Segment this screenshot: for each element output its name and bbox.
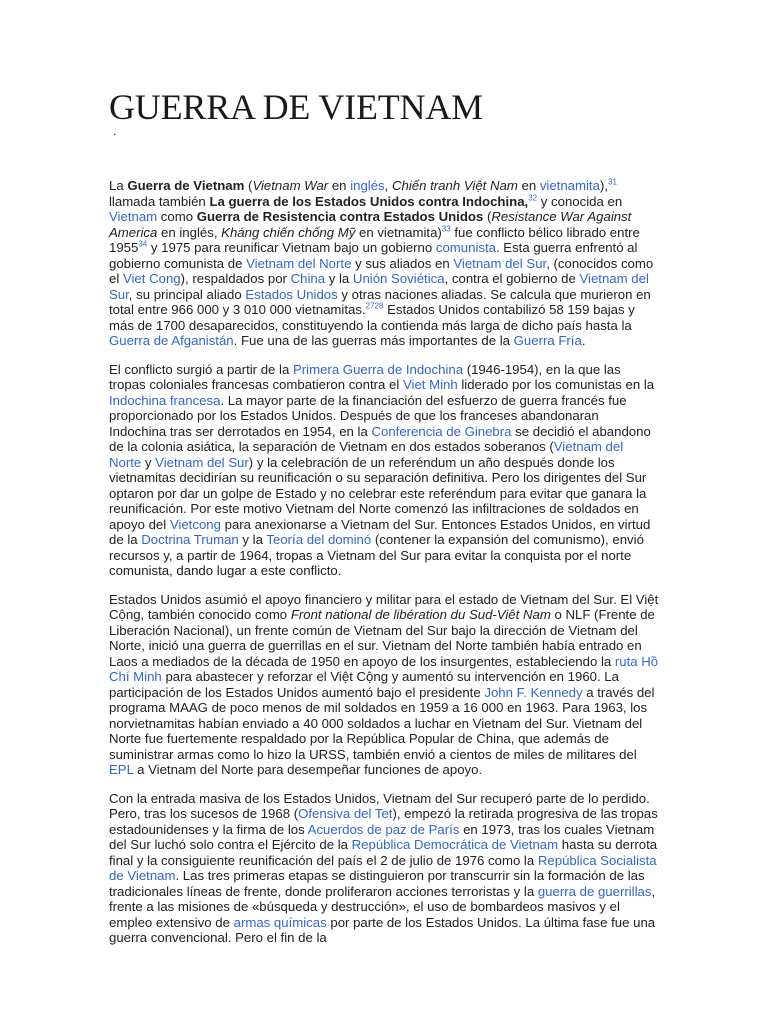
subtitle-mark: . <box>113 124 117 138</box>
article-link[interactable]: Unión Soviética <box>352 271 445 286</box>
article-link[interactable]: Conferencia de Ginebra <box>371 423 512 439</box>
body-text: Estados Unidos contabilizó 58 159 bajas y más de 1700 desaparecidos, constituyendo la contienda más larga de dicho país hasta la <box>109 302 635 333</box>
article-link[interactable]: vietnamita <box>539 178 600 193</box>
reference-link[interactable]: 33 <box>441 224 451 234</box>
italic-text: Vietnam War <box>252 178 329 193</box>
article-link[interactable]: Vietcong <box>169 516 221 532</box>
body-text: como <box>157 209 197 224</box>
body-text: . Las tres primeras etapas se distinguieron por transcurrir sin la formación de las tradicionales líneas de frente, donde proliferaron acciones terroristas y la <box>109 868 645 899</box>
article-link[interactable]: Ofensiva del Tet <box>298 806 393 821</box>
article-link[interactable]: Acuerdos de paz de París <box>307 821 460 837</box>
body-text: . Esta guerra enfrentó al gobierno comunista de <box>109 240 638 271</box>
body-text: y otras naciones aliadas. Se calcula que murieron en total entre 966 000 y 3 010 000 vietnamitas. <box>109 286 651 317</box>
body-text: a través del programa MAAG de poco menos de mil soldados en 1959 a 16 000 en 1963. Para 1963, los norvietnamitas habían enviado a 40 000 soldados a luchar en Vietnam del Sur. Vietnam del Norte fue fuertemente respaldado por la República Popular de China, que además de suministrar armas como lo hizo la URSS, también envió a cientos de miles de militares del <box>109 684 655 762</box>
article-link[interactable]: Vietnam del Sur <box>155 454 249 470</box>
body-text: ( <box>244 178 253 193</box>
body-text: , contra el gobierno de <box>444 271 580 286</box>
body-text: El conflicto surgió a partir de la <box>109 361 293 377</box>
article-link[interactable]: comunista <box>435 240 496 255</box>
article-link[interactable]: Primera Guerra de Indochina <box>292 361 464 377</box>
article-link[interactable]: inglés <box>350 178 385 193</box>
article-link[interactable]: Guerra Fría <box>513 333 582 348</box>
body-text: , (conocidos como el <box>109 255 654 286</box>
bold-text: Guerra de Resistencia contra Estados Unidos <box>196 209 484 224</box>
body-text: (contener la expansión del comunismo), envió recursos y, a partir de 1964, tropas a Vietnam del Sur para evitar la conquista por el norte comunista, dando lugar a este conflicto. <box>109 532 644 578</box>
italic-text: Front national de libération du Sud-Viêt Nam <box>290 607 551 622</box>
article-link[interactable]: Vietnam del Norte <box>246 255 352 271</box>
article-link[interactable]: República Socialista de Vietnam <box>109 852 657 883</box>
body-text: en vietnamita) <box>355 224 442 240</box>
article-link[interactable]: John F. Kennedy <box>484 684 583 700</box>
article-link[interactable]: Vietnam del Sur <box>109 271 649 302</box>
body-text: , su principal aliado <box>128 286 246 302</box>
bold-text: Guerra de Vietnam <box>127 178 245 193</box>
reference-link[interactable]: 2728 <box>365 301 384 311</box>
body-text: y la <box>238 532 267 547</box>
body-text: . Fue una de las guerras más importantes de la <box>233 333 514 348</box>
body-text: para anexionarse a Vietnam del Sur. Entonces Estados Unidos, en virtud de la <box>109 516 651 547</box>
article-link[interactable]: Doctrina Truman <box>141 532 239 547</box>
body-text: liderado por los comunistas en la <box>457 377 655 392</box>
article-link[interactable]: armas químicas <box>233 914 327 930</box>
body-text: se decidió el abandono de la colonia asiática, la separación de Vietnam en dos estados soberanos ( <box>109 423 651 454</box>
body-text: llamada también <box>109 193 210 209</box>
body-text: en <box>517 178 540 193</box>
body-text: Con la entrada masiva de los Estados Unidos, Vietnam del Sur recuperó parte de lo perdido. Pero, tras los sucesos de 1968 ( <box>109 790 650 821</box>
article-link[interactable]: Viet Cong <box>122 271 181 286</box>
body-text: y conocida en <box>537 193 623 209</box>
reference-link[interactable]: 34 <box>138 239 148 249</box>
article-link[interactable]: Estados Unidos <box>245 286 338 302</box>
body-text: ( <box>483 209 492 224</box>
article-link[interactable]: EPL <box>109 762 134 777</box>
body-text: ), respaldados por <box>180 271 291 286</box>
body-text: en inglés, <box>157 224 222 240</box>
article-link[interactable]: Vietnam <box>109 209 158 224</box>
body-text: Estados Unidos asumió el apoyo financiero y militar para el estado de Vietnam del Sur. El Việt Cộng, también conocido como <box>109 591 659 622</box>
body-text: . <box>581 333 586 348</box>
italic-text: Chiến tranh Việt Nam <box>391 178 518 193</box>
body-text: ), empezó la retirada progresiva de las tropas estadounidenses y la firma de los <box>109 806 658 837</box>
body-text: y sus aliados en <box>351 255 454 271</box>
article-link[interactable]: Guerra de Afganistán <box>109 333 234 348</box>
article-link[interactable]: República Democrática de Vietnam <box>351 837 559 852</box>
body-text: , frente a las misiones de «búsqueda y destrucción», el uso de bombardeos masivos y el empleo extensivo de <box>109 883 656 930</box>
body-text: (1946-1954), en la que las tropas coloniales francesas combatieron contra el <box>109 361 621 392</box>
reference-link[interactable]: 32 <box>528 193 538 203</box>
body-text: ) y la celebración de un referéndum un año después donde los vietnamitas decidirían su reunificación o su separación definitiva. Pero los dirigentes del Sur optaron por dar un golpe de Estado y no celebrar este referéndum para evitar que ganara la reunificación. Por este motivo Vietnam del Norte comenzó las infiltraciones de soldados en apoyo del <box>109 454 647 532</box>
body-text: en 1973, tras los cuales Vietnam del Sur luchó solo contra el Ejército de la <box>109 821 655 852</box>
body-text: ), <box>599 178 608 193</box>
body-text: y 1975 para reunificar Vietnam bajo un gobierno <box>147 240 436 255</box>
article-link[interactable]: Viet Minh <box>402 377 458 392</box>
body-text: y la <box>325 271 353 286</box>
italic-text: Kháng chiến chống Mỹ <box>221 224 356 240</box>
bold-text: La guerra de los Estados Unidos contra Indochina, <box>209 193 529 209</box>
article-link[interactable]: Teoría del dominó <box>266 532 372 547</box>
body-text: fue conflicto bélico librado entre 1955 <box>109 224 640 255</box>
body-text: , <box>384 178 392 193</box>
page-title: GUERRA DE VIETNAM <box>109 87 483 127</box>
paragraph-us-support <box>109 592 659 778</box>
body-text: hasta su derrota final y la consiguiente reunificación del país el 2 de julio de 1976 como la <box>109 837 658 868</box>
article-link[interactable]: guerra de guerrillas <box>537 883 652 899</box>
body-text: y <box>141 454 156 470</box>
article-link[interactable]: Vietnam del Sur <box>453 255 547 271</box>
body-text: o NLF (Frente de Liberación Nacional), un frente común de Vietnam del Sur bajo la dirección de Vietnam del Norte, inició una guerra de guerrillas en el sur. Vietnam del Norte también había entrado en Laos a mediados de la década de 1950 en apoyo de los insurgentes, estableciendo la <box>109 607 655 669</box>
article-link[interactable]: China <box>290 271 326 286</box>
paragraph-origins <box>109 362 659 579</box>
body-text: en <box>328 178 351 193</box>
article-link[interactable]: Indochina francesa <box>109 392 221 408</box>
body-text: La <box>109 178 128 193</box>
reference-link[interactable]: 31 <box>608 177 617 187</box>
body-text: . La mayor parte de la financiación del esfuerzo de guerra francés fue proporcionado por los Estados Unidos. Después de que los franceses abandonaran Indochina tras ser derrotados en 1954, en la <box>109 392 627 439</box>
article-body <box>109 178 659 959</box>
article-link[interactable]: Vietnam del Norte <box>109 439 624 470</box>
article-link[interactable]: ruta Hồ Chí Minh <box>109 653 659 684</box>
italic-text: Resistance War Against America <box>109 209 632 240</box>
paragraph-escalation <box>109 791 659 946</box>
body-text: para abastecer y reforzar el Việt Cộng y aumentó su intervención en 1960. La participación de los Estados Unidos aumentó bajo el presidente <box>109 669 619 700</box>
body-text: a Vietnam del Norte para desempeñar funciones de apoyo. <box>133 762 483 777</box>
paragraph-intro <box>109 178 659 349</box>
body-text: por parte de los Estados Unidos. La última fase fue una guerra convencional. Pero el fin de la <box>109 914 656 945</box>
